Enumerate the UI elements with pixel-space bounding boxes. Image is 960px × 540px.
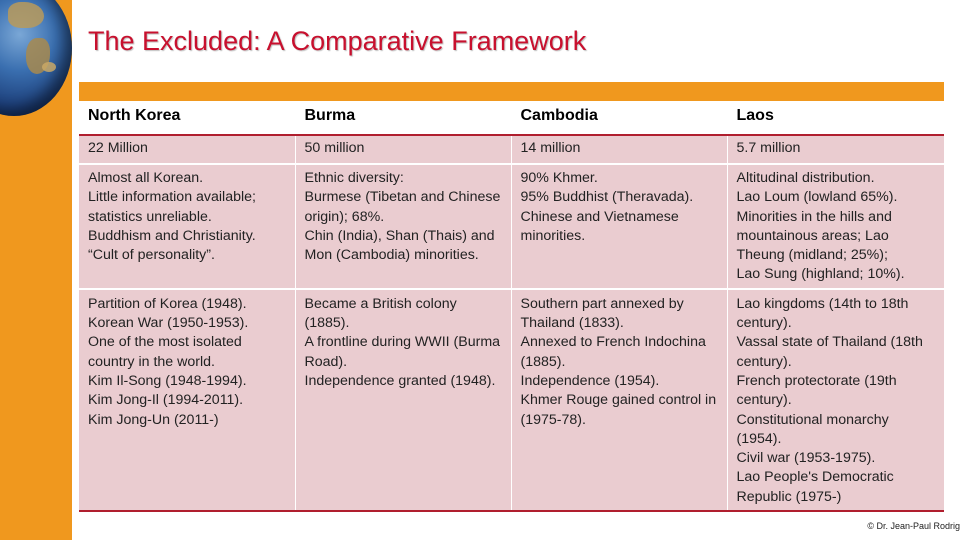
comparison-table	[79, 101, 944, 512]
header-cambodia: Cambodia	[511, 101, 727, 135]
ethnicity-burma: Ethnic diversity: Burmese (Tibetan and Chinese origin); 68%. Chin (India), Shan (Thais) and Mon (Cambodia) minorities.	[295, 164, 511, 289]
population-burma: 50 million	[295, 135, 511, 164]
ethnicity-north-korea: Almost all Korean. Little information available; statistics unreliable. Buddhism and Christianity. “Cult of personality”.	[79, 164, 295, 289]
ethnicity-row	[79, 164, 944, 289]
header-burma: Burma	[295, 101, 511, 135]
header-laos: Laos	[727, 101, 944, 135]
ethnicity-cambodia: 90% Khmer. 95% Buddhist (Theravada). Chinese and Vietnamese minorities.	[511, 164, 727, 289]
population-cambodia: 14 million	[511, 135, 727, 164]
population-laos: 5.7 million	[727, 135, 944, 164]
ethnicity-laos: Altitudinal distribution. Lao Loum (lowland 65%). Minorities in the hills and mountainous areas; Lao Theung (midland; 25%); Lao Sung (highland; 10%).	[727, 164, 944, 289]
population-row	[79, 135, 944, 164]
history-row	[79, 289, 944, 511]
header-north-korea: North Korea	[79, 101, 295, 135]
history-laos: Lao kingdoms (14th to 18th century). Vassal state of Thailand (18th century). French protectorate (19th century). Constitutional monarchy (1954). Civil war (1953-1975). Lao People's Democratic Republic (1975-)	[727, 289, 944, 511]
population-north-korea: 22 Million	[79, 135, 295, 164]
title-underline-bar	[79, 82, 944, 101]
history-north-korea: Partition of Korea (1948). Korean War (1950-1953). One of the most isolated country in the world. Kim Il-Song (1948-1994). Kim Jong-Il (1994-2011). Kim Jong-Un (2011-)	[79, 289, 295, 511]
history-cambodia: Southern part annexed by Thailand (1833). Annexed to French Indochina (1885). Independence (1954). Khmer Rouge gained control in (1975-78).	[511, 289, 727, 511]
history-burma: Became a British colony (1885). A frontline during WWII (Burma Road). Independence granted (1948).	[295, 289, 511, 511]
header-row	[79, 101, 944, 135]
copyright-footer: © Dr. Jean-Paul Rodrig	[867, 521, 960, 531]
slide-title: The Excluded: A Comparative Framework	[88, 26, 587, 56]
